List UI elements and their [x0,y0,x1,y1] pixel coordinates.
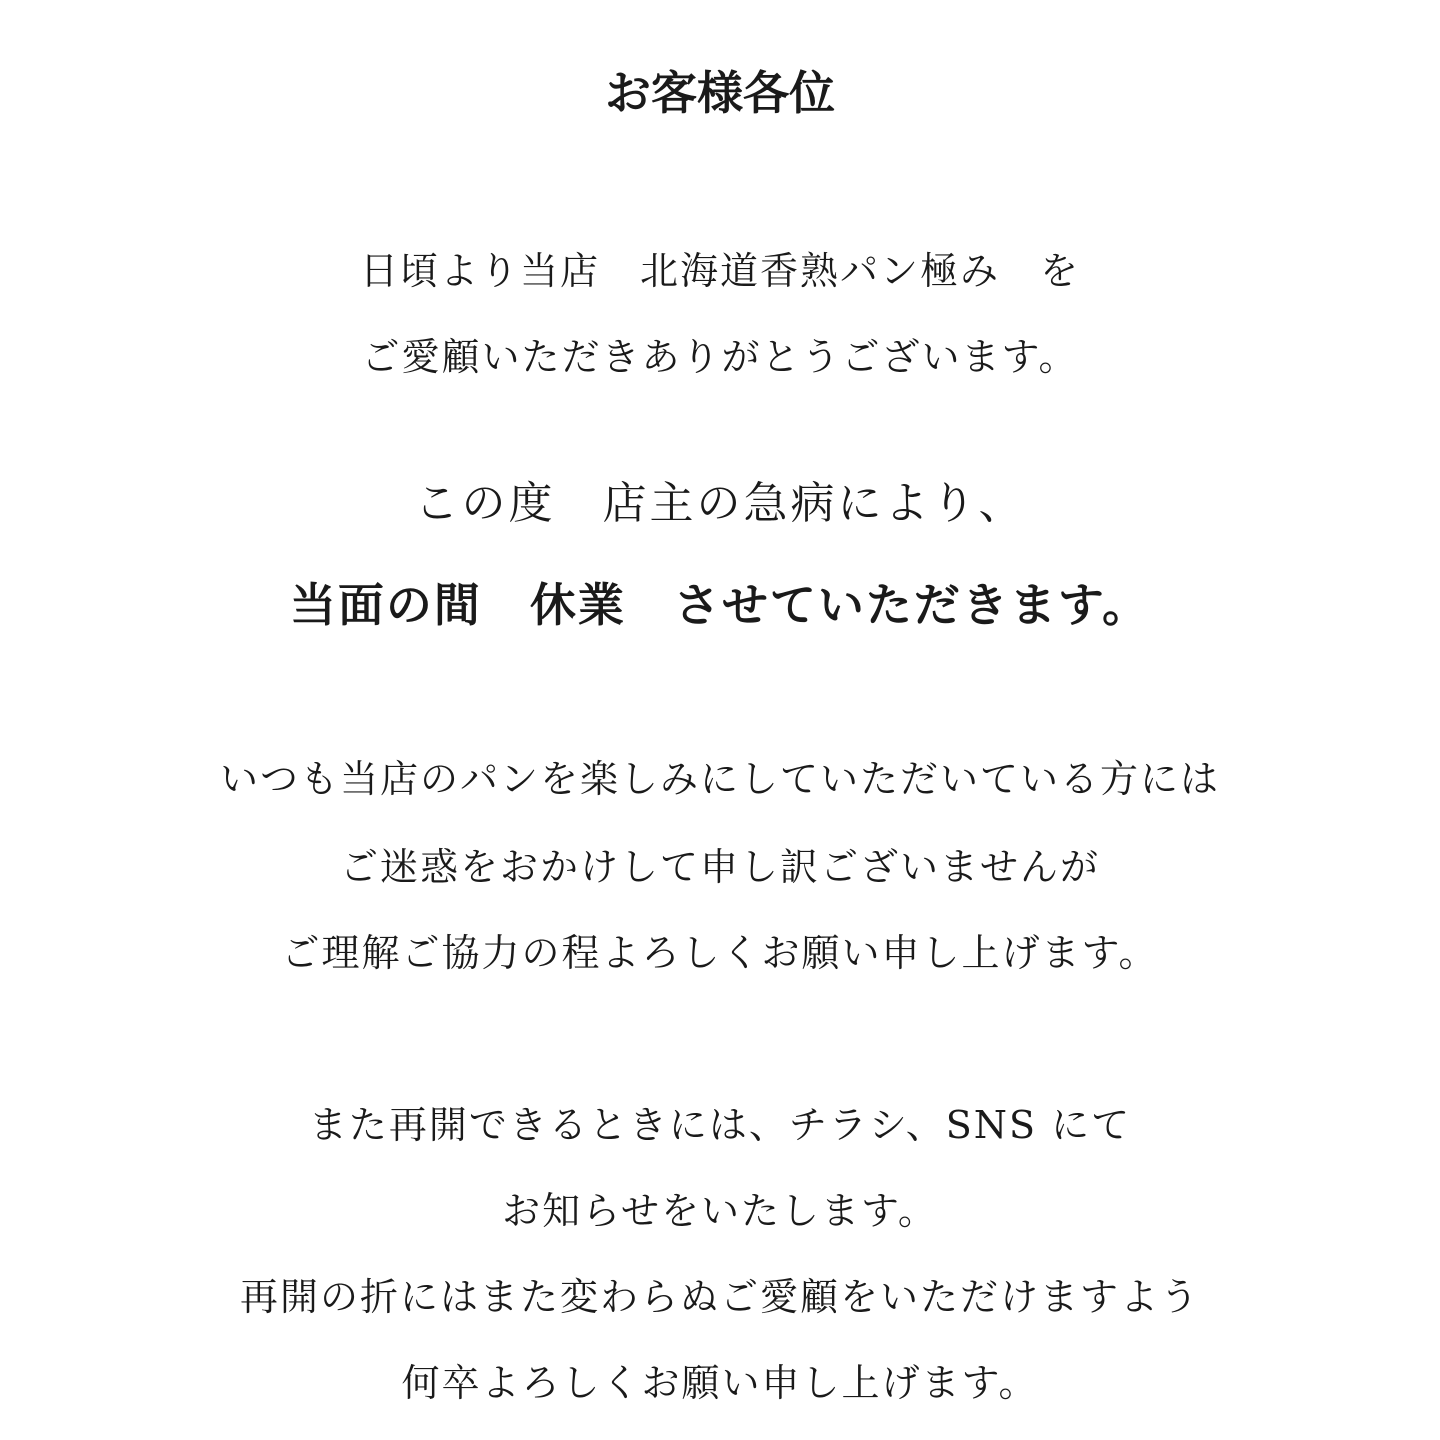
notice-title: お客様各位 [605,66,835,120]
greeting-line-1: 日頃より当店 北海道香熟パン極み を [359,249,1080,293]
reopening-line-2: お知らせをいたします。 [502,1189,938,1233]
greeting-line-2: ご愛顧いただきありがとうございます。 [361,335,1079,379]
reopening-line-3: 再開の折にはまた変わらぬご愛顧をいただけますよう [239,1275,1200,1319]
reopening-line-1: また再開できるときには、チラシ、SNS にて [308,1103,1132,1147]
announcement-line-2: 当面の間 休業 させていただきます。 [289,578,1151,632]
apology-line-1: いつも当店のパンを楽しみにしていただいている方には [219,757,1220,801]
apology-line-2: ご迷惑をおかけして申し訳ございませんが [339,845,1100,889]
announcement-line-1: この度 店主の急病により、 [414,478,1026,529]
apology-line-3: ご理解ご協力の程よろしくお願い申し上げます。 [281,931,1159,975]
reopening-line-4: 何卒よろしくお願い申し上げます。 [401,1361,1039,1405]
